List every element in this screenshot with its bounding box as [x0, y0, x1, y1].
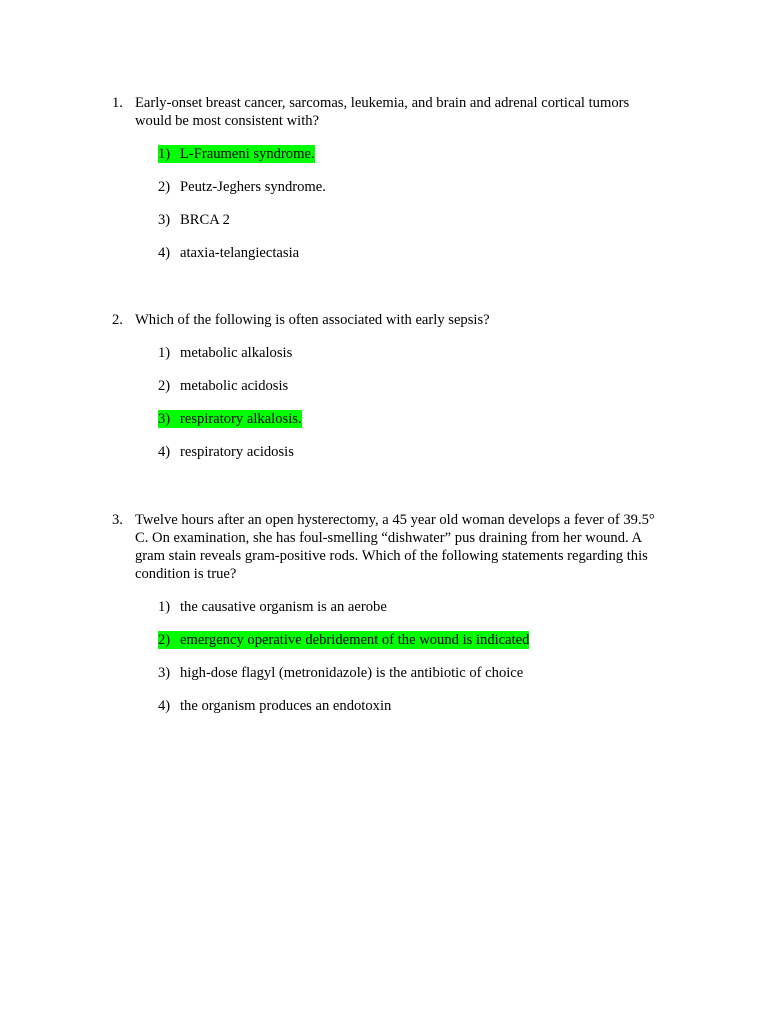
question-1: [112, 94, 657, 262]
answer-highlight: [158, 410, 302, 428]
option-number: 4): [158, 698, 171, 714]
answer-highlight: [158, 377, 288, 395]
answer-option: [158, 244, 657, 262]
answer-option: [158, 697, 657, 715]
option-text: the organism produces an endotoxin: [180, 698, 392, 714]
option-text: high-dose flagyl (metronidazole) is the antibiotic of choice: [180, 665, 524, 681]
question-3: [112, 511, 657, 715]
option-text: respiratory acidosis: [180, 444, 294, 460]
answer-highlight: [158, 598, 387, 616]
option-number: 2): [158, 632, 171, 648]
option-number: 2): [158, 378, 171, 394]
answer-option: [158, 211, 657, 229]
option-number: 3): [158, 212, 171, 228]
option-text: metabolic alkalosis: [180, 345, 293, 361]
answer-highlight: [158, 211, 230, 229]
question-2: [112, 311, 657, 461]
option-number: 4): [158, 444, 171, 460]
question-stem: [112, 94, 657, 130]
question-text: Early-onset breast cancer, sarcomas, leukemia, and brain and adrenal cortical tumors would be most consistent with?: [135, 95, 630, 129]
option-number: 2): [158, 179, 171, 195]
answer-highlight: [158, 443, 294, 461]
option-text: metabolic acidosis: [180, 378, 289, 394]
question-number: 3.: [112, 512, 123, 528]
option-text: respiratory alkalosis.: [180, 411, 302, 427]
answer-option: [158, 344, 657, 362]
option-number: 3): [158, 411, 171, 427]
option-number: 1): [158, 599, 171, 615]
answer-option: [158, 664, 657, 682]
answer-option: [158, 631, 657, 649]
question-stem: [112, 511, 657, 583]
answer-highlight: [158, 178, 326, 196]
question-number: 1.: [112, 95, 123, 111]
answer-option: [158, 178, 657, 196]
answer-highlight: [158, 244, 299, 262]
question-stem: [112, 311, 657, 329]
answer-highlight: [158, 664, 523, 682]
option-text: ataxia-telangiectasia: [180, 245, 300, 261]
answer-options: [112, 344, 657, 461]
option-number: 3): [158, 665, 171, 681]
option-number: 1): [158, 345, 171, 361]
option-text: emergency operative debridement of the wound is indicated: [180, 632, 530, 648]
option-text: Peutz-Jeghers syndrome.: [180, 179, 326, 195]
answer-highlight: [158, 344, 292, 362]
answer-highlight: [158, 145, 315, 163]
option-number: 4): [158, 245, 171, 261]
question-number: 2.: [112, 312, 123, 328]
answer-options: [112, 598, 657, 715]
answer-option: [158, 598, 657, 616]
answer-highlight: [158, 697, 391, 715]
option-text: BRCA 2: [180, 212, 230, 228]
option-text: L-Fraumeni syndrome.: [180, 146, 315, 162]
question-text: Which of the following is often associated with early sepsis?: [135, 312, 490, 328]
option-text: the causative organism is an aerobe: [180, 599, 387, 615]
answer-option: [158, 443, 657, 461]
answer-highlight: [158, 631, 529, 649]
option-number: 1): [158, 146, 171, 162]
answer-option: [158, 377, 657, 395]
answer-option: [158, 410, 657, 428]
answer-options: [112, 145, 657, 262]
answer-option: [158, 145, 657, 163]
question-text: Twelve hours after an open hysterectomy, a 45 year old woman develops a fever of 39.5° C. On examination, she has foul-smelling “dishwater” pus draining from her wound. A gram stain reveals gram-positive rods. Which of the following statements regarding this condition is true?: [135, 512, 655, 582]
